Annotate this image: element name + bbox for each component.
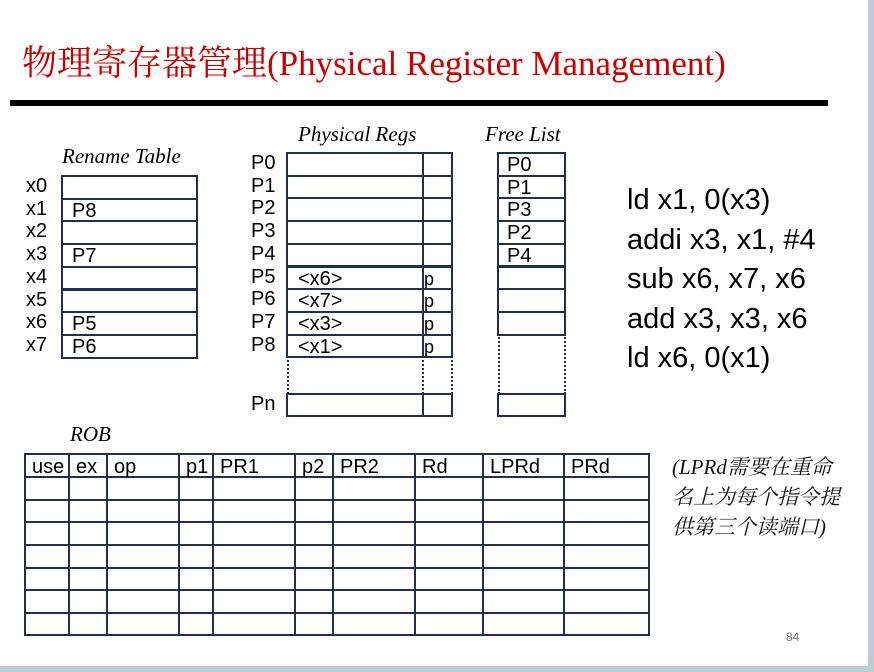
rename-table-value: P8 [72,199,97,222]
free-list-ellipsis-line [498,334,500,394]
rob-header-pr1: PR1 [220,456,259,478]
physical-reg-last-cell [286,393,424,417]
slide-border-bottom [0,666,874,672]
physical-reg-present-bit: p [424,313,435,334]
rob-column-line [68,453,70,636]
rename-arch-reg-label: x2 [26,220,48,243]
rob-column-line [563,453,565,636]
free-list-ellipsis-line [564,334,566,394]
physical-reg-label: P2 [251,197,276,220]
rename-table-value: P5 [72,313,97,336]
rename-table-cell [61,220,198,245]
physical-reg-label: P4 [251,242,276,265]
free-list-entry: P2 [507,222,532,245]
physical-reg-value-cell [286,243,424,268]
physical-reg-label: P0 [251,152,276,174]
rob-row-line [24,612,648,614]
slide-title: 物理寄存器管理(Physical Register Management) [22,44,726,83]
rename-table-cell [61,175,198,200]
rename-table-cell [61,289,198,314]
physical-reg-value: <x3> [298,312,343,335]
free-list-entry: P0 [507,154,532,176]
physical-reg-value: <x1> [298,335,343,358]
instruction-line: add x3, x3, x6 [627,302,808,335]
rob-column-line [178,453,180,636]
rename-table-label: Rename Table [62,144,181,168]
rob-row-line [24,544,648,546]
rob-header-ex: ex [76,456,98,478]
lprd-note: (LPRd需要在重命名上为每个指令提供第三个读端口) [672,455,840,539]
free-list-cell [497,288,566,313]
rename-arch-reg-label: x7 [26,333,48,356]
physical-reg-present-bit: p [424,291,435,312]
rob-header-lprd: LPRd [490,456,541,478]
physical-reg-value: <x7> [298,290,343,313]
rename-arch-reg-label: x1 [26,197,48,220]
rob-column-line [414,453,416,636]
physical-reg-value-cell [286,152,424,177]
physical-reg-present-bit: p [424,336,435,357]
rob-column-line [482,453,484,636]
instruction-line: ld x1, 0(x3) [627,184,771,216]
instruction-line: addi x3, x1, #4 [627,223,816,256]
slide-border-right [868,0,874,672]
rob-column-line [24,453,26,636]
physical-regs-label: Physical Regs [298,122,417,146]
physical-reg-label: P7 [251,310,276,333]
physical-reg-present-cell [422,152,453,177]
rename-table-value: P6 [72,335,97,358]
physical-reg-present-cell [422,197,453,222]
rob-column-line [212,453,214,636]
physical-regs-ellipsis-line [287,356,289,394]
physical-reg-label: P8 [251,333,276,356]
page-number: 84 [786,630,800,644]
physical-reg-label: P1 [251,174,276,197]
rename-table-value: P7 [72,245,97,268]
rob-header-p2: p2 [302,456,325,478]
physical-reg-last-label: Pn [251,393,276,415]
rob-header-prd: PRd [571,456,610,478]
title-rule [10,100,828,106]
rob-column-line [294,453,296,636]
physical-regs-ellipsis-line [422,356,424,394]
instruction-line: ld x6, 0(x1) [627,342,771,374]
rob-row-line [24,453,648,455]
physical-reg-value-cell [286,175,424,200]
physical-reg-label: P5 [251,265,276,288]
rename-arch-reg-label: x0 [26,175,48,197]
physical-reg-present-cell [422,220,453,245]
free-list-entry: P4 [507,244,532,267]
rob-column-line [106,453,108,636]
free-list-cell [497,311,566,336]
physical-reg-present-bit: p [424,268,435,289]
rename-arch-reg-label: x3 [26,243,48,266]
physical-reg-present-cell [422,243,453,268]
rob-header-op: op [114,456,137,478]
free-list-entry: P3 [507,199,532,222]
rob-row-line [24,521,648,523]
rename-arch-reg-label: x6 [26,311,48,334]
instruction-line: sub x6, x7, x6 [627,263,806,295]
free-list-label: Free List [485,122,561,146]
rob-row-line [24,567,648,569]
physical-reg-value: <x6> [298,267,343,290]
rob-header-pr2: PR2 [340,456,379,478]
rob-header-rd: Rd [422,456,448,478]
rob-row-line [24,499,648,501]
rob-column-line [648,453,650,636]
physical-reg-present-cell [422,175,453,200]
free-list-last-cell [497,393,566,417]
free-list-entry: P1 [507,176,532,199]
physical-reg-value-cell [286,197,424,222]
physical-reg-value-cell [286,220,424,245]
rename-arch-reg-label: x4 [26,265,48,288]
rob-row-line [24,589,648,591]
rob-row-line [24,634,648,636]
rob-header-p1: p1 [186,456,209,478]
rename-table-cell [61,266,198,291]
physical-reg-label: P6 [251,288,276,311]
physical-reg-last-present-cell [422,393,453,417]
physical-reg-label: P3 [251,220,276,243]
physical-regs-ellipsis-line [451,356,453,394]
rob-header-use: use [32,456,65,478]
free-list-cell [497,266,566,291]
rename-arch-reg-label: x5 [26,288,48,311]
rob-column-line [332,453,334,636]
rob-label: ROB [70,422,111,446]
